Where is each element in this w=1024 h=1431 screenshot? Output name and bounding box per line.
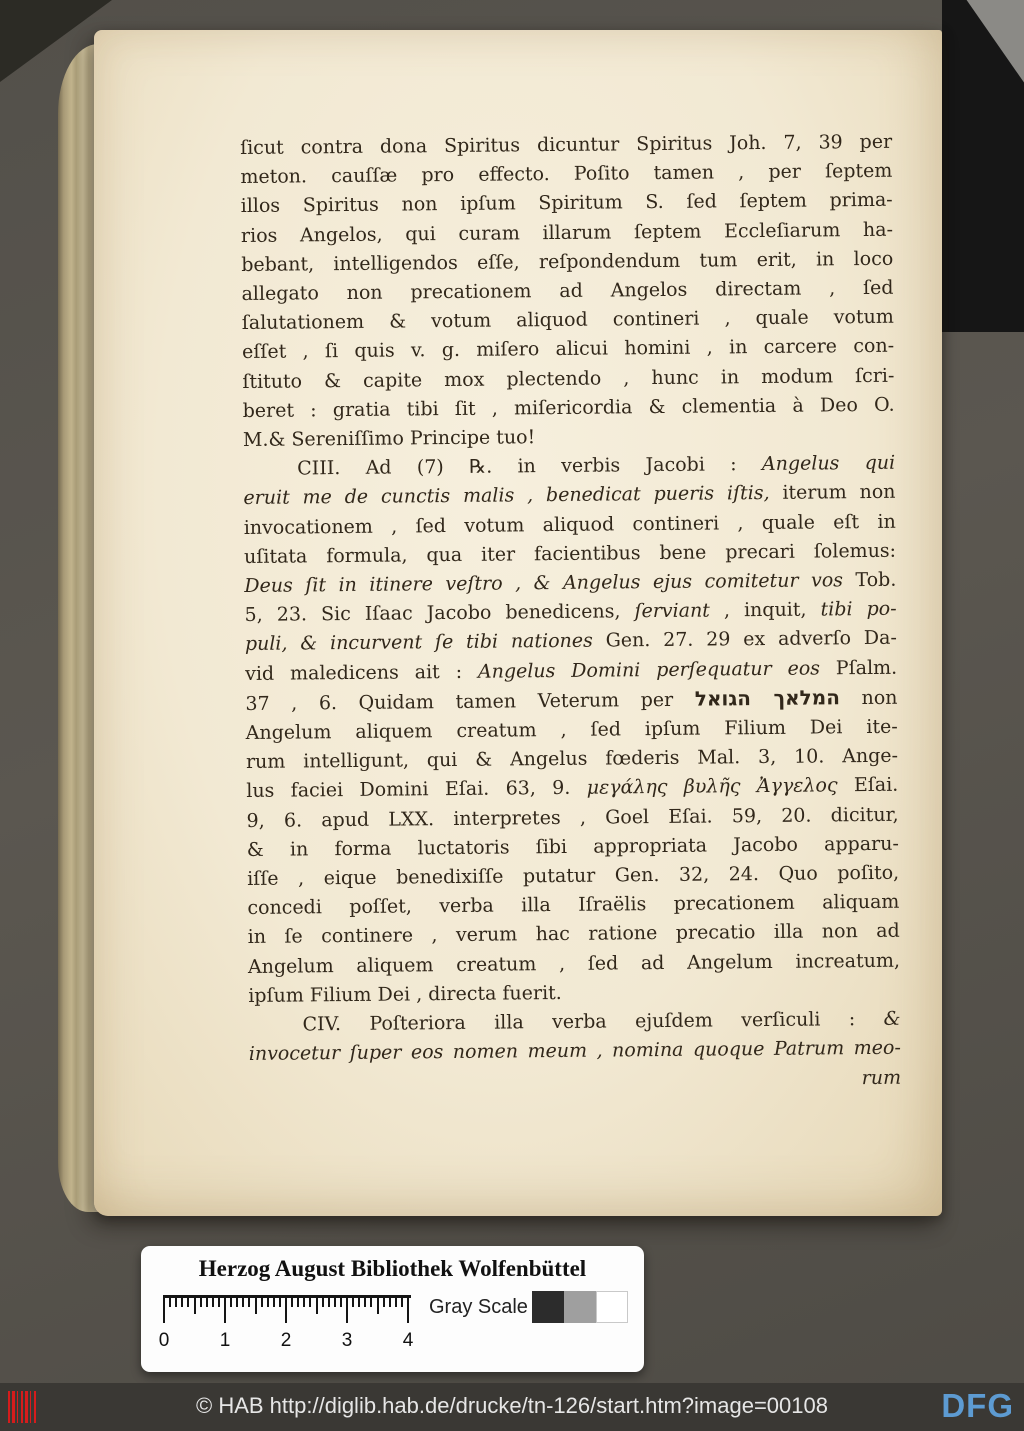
ruler-tick xyxy=(370,1298,372,1307)
ruler-tick xyxy=(291,1298,293,1307)
ruler-labels xyxy=(158,1330,414,1354)
ruler-tick xyxy=(340,1298,342,1307)
ruler-tick xyxy=(230,1298,232,1307)
ruler-tick xyxy=(383,1298,385,1307)
text-line: rum intelligunt, qui & Angelus fœderis Mal. 3, 10. Ange- xyxy=(245,744,899,774)
ruler-tick xyxy=(200,1298,202,1307)
text-line: Angelum aliquem creatum , ſed ipſum Filium Dei ite- xyxy=(245,715,898,745)
ruler-tick xyxy=(395,1298,397,1307)
text-line: 37 , 6. Quidam tamen Veterum per המלאך הגואל non xyxy=(245,685,898,715)
ruler-tick xyxy=(194,1298,196,1314)
text-line: & in forma luctatoris ſibi appropriata Jacobo apparu- xyxy=(246,832,899,861)
ruler-tick xyxy=(328,1298,330,1307)
ruler-tick-label: 3 xyxy=(341,1330,353,1351)
gray-scale-patches xyxy=(532,1291,628,1323)
text-line: vid maledicens ait : Angelus Domini perſequatur eos Pſalm. xyxy=(245,656,898,685)
ruler-tick xyxy=(322,1298,324,1307)
text-line: concedi poſſet, verba illa Iſraëlis precationem aliquam xyxy=(247,890,900,920)
ruler-tick xyxy=(273,1298,275,1307)
ruler-tick xyxy=(346,1298,348,1323)
footer-bar xyxy=(0,1383,1024,1431)
page-text xyxy=(240,128,901,1099)
text-line: uſitata formula, qua iter facientibus bene precari ſolemus: xyxy=(243,539,897,568)
ruler-tick xyxy=(334,1298,336,1307)
ruler-tick xyxy=(352,1298,354,1307)
ruler-tick xyxy=(206,1298,208,1307)
ruler-tick xyxy=(407,1298,409,1323)
text-line: invocationem , ſed votum aliquod contineri , quale eſt in xyxy=(243,510,896,539)
text-line: 9, 6. apud LXX. interpretes , Goel Eſai. 59, 20. dicitur, xyxy=(246,803,899,832)
ruler-tick xyxy=(267,1298,269,1307)
text-line: ſtituto & capite mox plectendo , hunc in modum ſcri- xyxy=(242,364,895,393)
text-line: iſſe , eique benedixiſſe putatur Gen. 32, 24. Quo poſito, xyxy=(247,861,900,891)
ruler-tick xyxy=(309,1298,311,1307)
text-line: ſicut contra dona Spiritus dicuntur Spiritus Joh. 7, 39 per xyxy=(240,130,893,159)
ruler-tick xyxy=(175,1298,177,1307)
text-line: ipſum Filium Dei , directa fuerit. xyxy=(248,981,562,1007)
library-name: Herzog August Bibliothek Wolfenbüttel xyxy=(198,1256,587,1281)
ruler-tick xyxy=(218,1298,220,1307)
ruler-tick-label: 2 xyxy=(280,1330,292,1351)
ruler-tick-label: 0 xyxy=(158,1330,170,1351)
ruler-tick xyxy=(224,1298,226,1323)
text-line: eruit me de cunctis malis , benedicat pueris iſtis, iterum non xyxy=(243,481,896,510)
text-line: illos Spiritus non ipſum Spiritum S. ſed ſeptem prima- xyxy=(240,189,893,218)
dfg-logo: DFG xyxy=(941,1387,1014,1424)
text-line: 5, 23. Sic Iſaac Jacobo benedicens, ſerviant , inquit, tibi po- xyxy=(244,597,897,627)
text-line: rios Angelos, qui curam illarum ſeptem Eccleſiarum ha- xyxy=(240,218,894,247)
text-line: M.& Sereniſſimo Principe tuo! xyxy=(242,426,536,452)
text-line: Angelum aliquem creatum , ſed ad Angelum increatum, xyxy=(247,949,901,978)
ruler-tick xyxy=(285,1298,287,1323)
ruler-tick xyxy=(297,1298,299,1307)
ruler-tick xyxy=(279,1298,281,1307)
ruler-tick xyxy=(187,1298,189,1307)
text-line: beret : gratia tibi ſit , miſericordia & clementia à Deo O. xyxy=(242,393,895,422)
ruler-tick xyxy=(364,1298,366,1307)
ruler-tick xyxy=(303,1298,305,1307)
ruler-tick xyxy=(316,1298,318,1314)
book-cover-corner xyxy=(942,0,1024,150)
text-line: lus faciei Domini Eſai. 63, 9. μεγάλης βυλῆς Ἀγγελος Eſai. xyxy=(246,774,899,803)
ruler-tick xyxy=(255,1298,257,1314)
text-line: allegato non precationem ad Angelos directam , ſed xyxy=(241,276,894,306)
text-line: ſalutationem & votum aliquod contineri , quale votum xyxy=(241,305,894,335)
gray-scale-patch-mid xyxy=(564,1291,596,1323)
ruler-tick xyxy=(377,1298,379,1314)
ruler-tick xyxy=(401,1298,403,1307)
text-line: meton. cauſſæ pro effecto. Poſito tamen , per ſeptem xyxy=(240,159,893,189)
ruler-tick xyxy=(169,1298,171,1307)
scanner-background-top-right xyxy=(942,0,1024,332)
copyright-url: © HAB http://diglib.hab.de/drucke/tn-126/start.htm?image=00108 xyxy=(196,1393,828,1418)
ruler-tick xyxy=(358,1298,360,1307)
gray-scale-label: Gray Scale xyxy=(429,1296,528,1318)
gray-scale-patch-white xyxy=(596,1291,628,1323)
text-line: bebant, intelligendos eſſe, reſpondendum tum erit, in loco xyxy=(241,247,894,276)
color-scale-card xyxy=(141,1246,644,1372)
text-line: invocetur ſuper eos nomen meum , nomina quoque Patrum meo- xyxy=(248,1036,901,1066)
ruler xyxy=(163,1295,411,1328)
ruler-tick xyxy=(181,1298,183,1307)
text-line: puli, & incurvent ſe tibi nationes Gen. 27. 29 ex adverſo Da- xyxy=(244,627,897,656)
text-line: eſſet , ſi quis v. g. miſero alicui homini , in carcere con- xyxy=(241,335,895,364)
text-line: in ſe continere , verum hac ratione precatio illa non ad xyxy=(247,920,900,949)
ruler-tick xyxy=(261,1298,263,1307)
ruler-tick-label: 4 xyxy=(402,1330,414,1351)
ruler-tick xyxy=(248,1298,250,1307)
ruler-tick-label: 1 xyxy=(219,1330,231,1351)
ruler-tick xyxy=(389,1298,391,1307)
ruler-tick xyxy=(242,1298,244,1307)
text-line: CIV. Poſteriora illa verba ejuſdem verſiculi : & xyxy=(302,1007,901,1036)
text-line: CIII. Ad (7) ℞. in verbis Jacobi : Angelus qui xyxy=(297,451,896,480)
ruler-tick xyxy=(236,1298,238,1307)
ruler-tick xyxy=(212,1298,214,1307)
book-page xyxy=(94,30,942,1216)
text-line: Deus ſit in itinere veſtro , & Angelus ejus comitetur vos Tob. xyxy=(244,568,897,598)
gray-scale-patch-dark xyxy=(532,1291,564,1323)
ruler-tick xyxy=(163,1298,165,1323)
text-line: rum xyxy=(861,1066,902,1089)
